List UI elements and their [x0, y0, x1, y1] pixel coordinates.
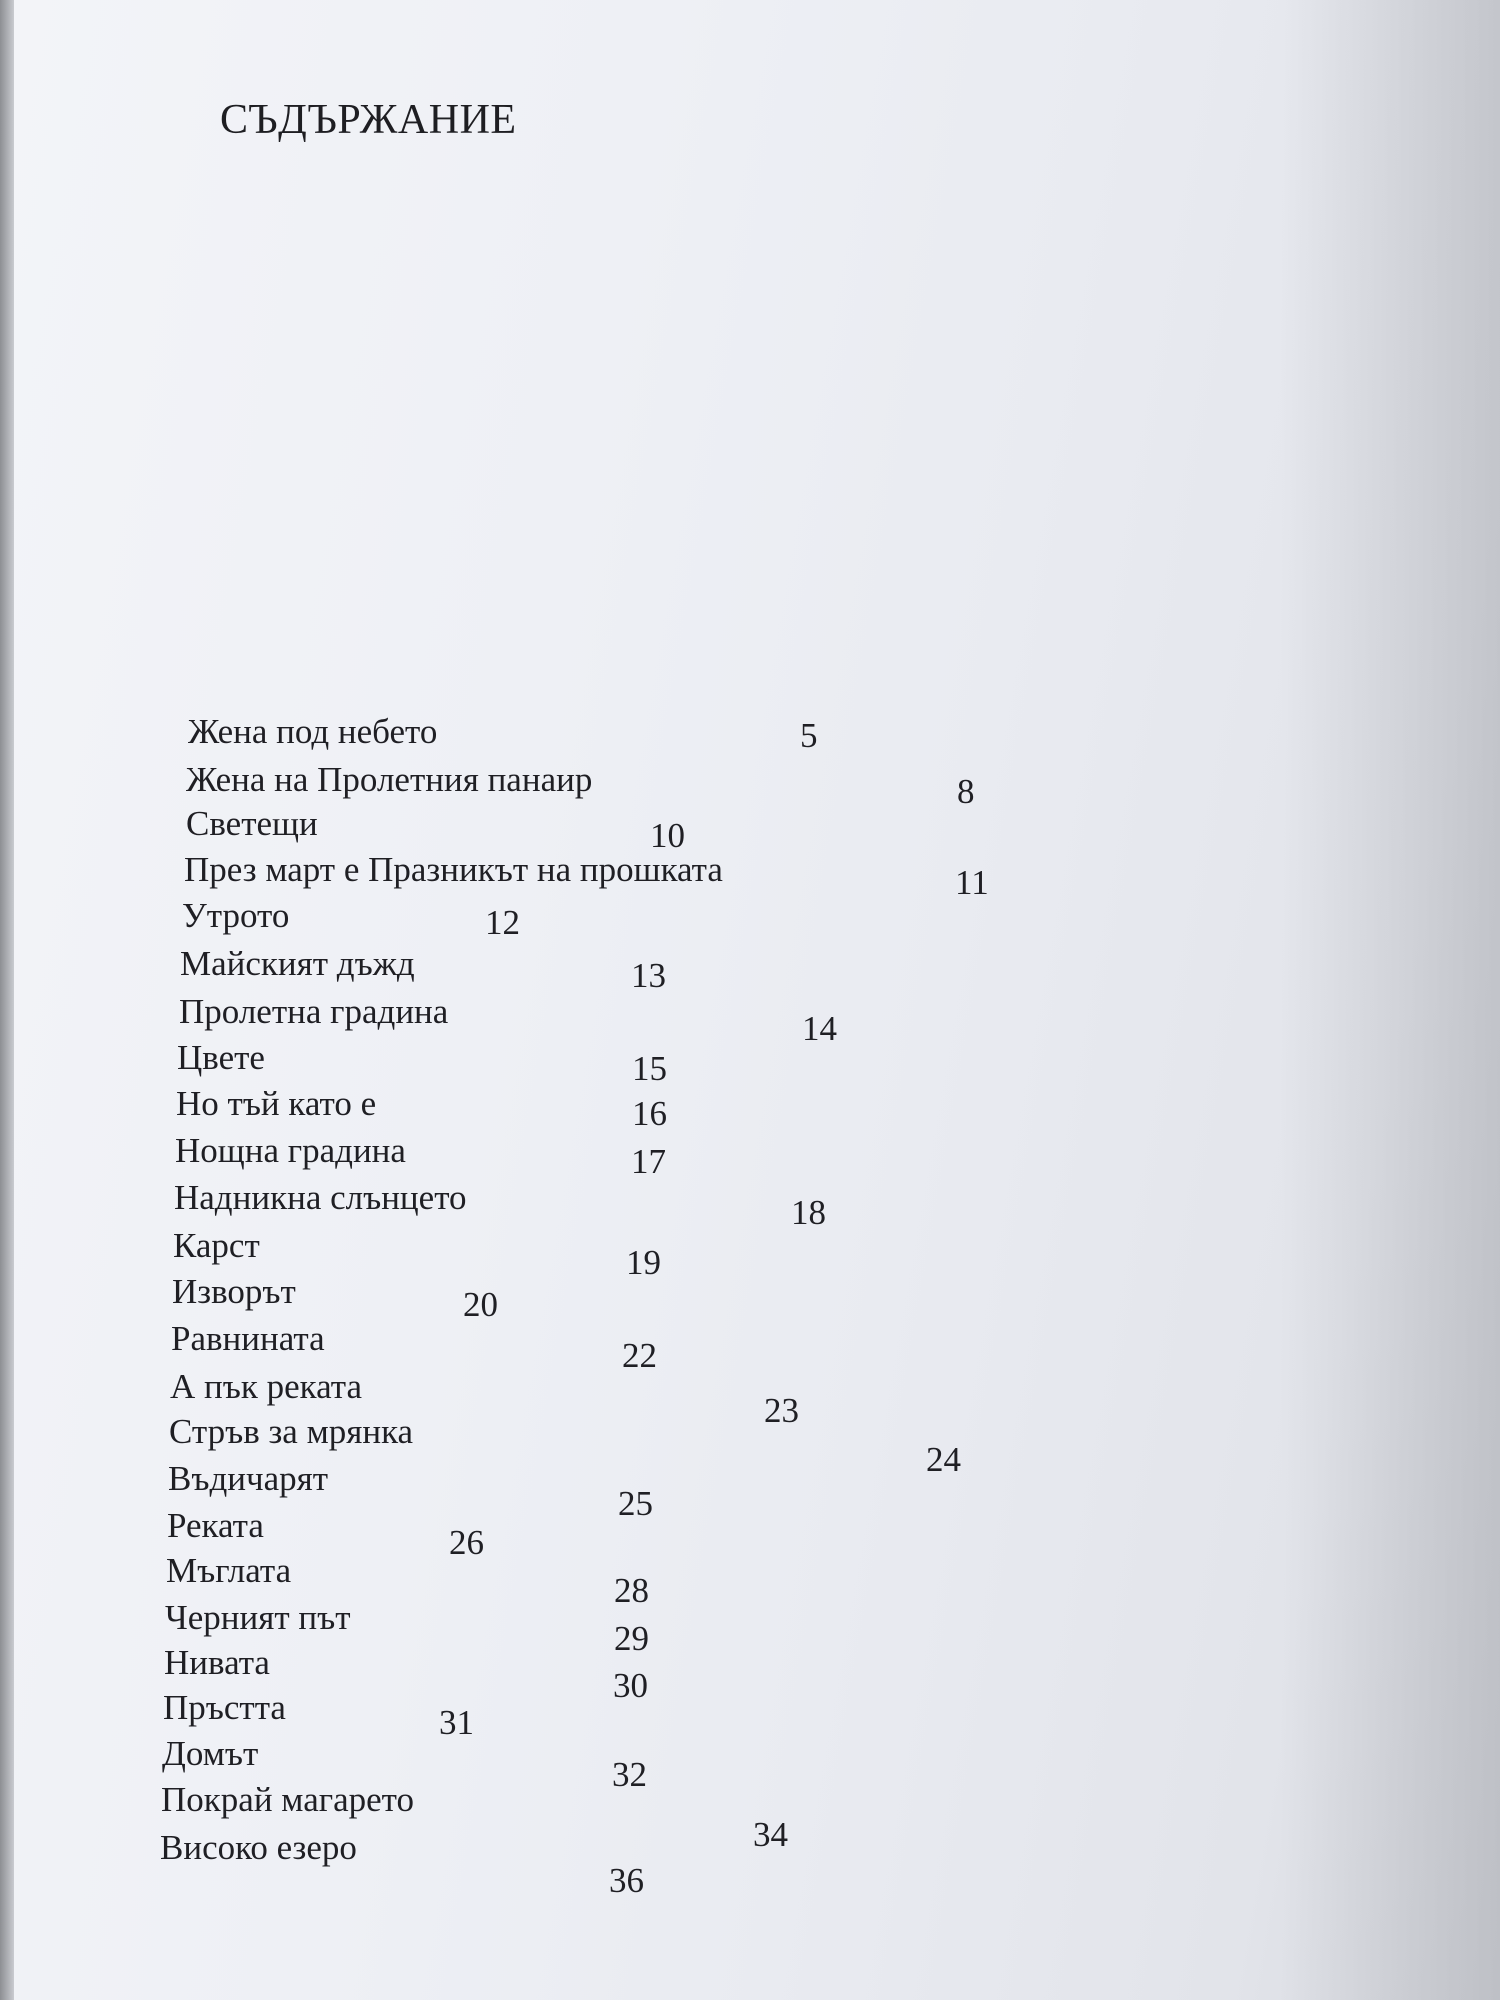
book-page [14, 0, 1500, 2000]
page-shadow [1280, 0, 1500, 2000]
toc-entry-title: Но тъй като е [176, 1084, 377, 1123]
page-title: СЪДЪРЖАНИЕ [220, 97, 517, 143]
toc-entry-title: Карст [173, 1226, 260, 1265]
toc-entry-page-number: 36 [609, 1861, 644, 1900]
toc-entry-title: През март е Празникът на прошката [184, 850, 723, 889]
toc-entry-page-number: 14 [802, 1009, 837, 1048]
toc-entry-page-number: 20 [463, 1285, 498, 1324]
toc-entry-page-number: 8 [957, 772, 975, 811]
toc-entry-page-number: 25 [618, 1484, 653, 1523]
toc-entry-page-number: 24 [926, 1440, 961, 1479]
toc-entry-page-number: 12 [485, 903, 520, 942]
toc-entry-page-number: 32 [612, 1755, 647, 1794]
toc-entry-title: Домът [162, 1734, 259, 1773]
toc-entry-title: Изворът [172, 1272, 296, 1311]
toc-entry-page-number: 30 [613, 1666, 648, 1705]
toc-entry-title: Светещи [186, 804, 318, 843]
toc-entry-page-number: 13 [631, 956, 666, 995]
toc-entry-page-number: 31 [439, 1703, 474, 1742]
book-gutter-edge [0, 0, 14, 2000]
toc-entry-title: Жена под небето [188, 712, 438, 751]
toc-entry-title: Стръв за мрянка [169, 1412, 414, 1451]
toc-entry-page-number: 22 [622, 1336, 657, 1375]
toc-entry-page-number: 5 [800, 716, 818, 755]
toc-entry-title: Нощна градина [175, 1131, 406, 1170]
toc-entry-page-number: 34 [753, 1815, 788, 1854]
toc-entry-page-number: 15 [632, 1049, 667, 1088]
toc-entry-title: Равнината [171, 1319, 325, 1358]
toc-entry-title: Мъглата [166, 1551, 292, 1590]
toc-entry-title: Цвете [177, 1038, 265, 1077]
toc-entry-title: Черният път [165, 1598, 351, 1637]
toc-entry-title: Покрай магарето [161, 1780, 414, 1819]
toc-entry-page-number: 23 [764, 1391, 799, 1430]
toc-entry-page-number: 29 [614, 1619, 649, 1658]
toc-entry-page-number: 16 [632, 1094, 667, 1133]
toc-entry-page-number: 17 [631, 1142, 666, 1181]
toc-entry-title: Високо езеро [160, 1828, 357, 1867]
toc-entry-page-number: 11 [955, 863, 989, 902]
toc-entry-title: А пък реката [170, 1367, 363, 1406]
toc-entry-title: Жена на Пролетния панаир [186, 760, 593, 799]
toc-entry-title: Въдичарят [168, 1459, 329, 1498]
toc-entry-page-number: 18 [791, 1193, 826, 1232]
toc-entry-title: Утрото [182, 896, 290, 935]
toc-entry-title: Надникна слънцето [174, 1178, 467, 1217]
toc-entry-page-number: 28 [614, 1571, 649, 1610]
toc-entry-title: Майският дъжд [180, 944, 415, 983]
toc-entry-page-number: 26 [449, 1523, 484, 1562]
toc-entry-title: Реката [167, 1506, 264, 1545]
toc-entry-page-number: 19 [626, 1243, 661, 1282]
toc-entry-title: Пръстта [163, 1688, 286, 1727]
toc-entry-title: Нивата [164, 1643, 270, 1682]
toc-entry-page-number: 10 [650, 816, 685, 855]
toc-entry-title: Пролетна градина [179, 992, 449, 1031]
